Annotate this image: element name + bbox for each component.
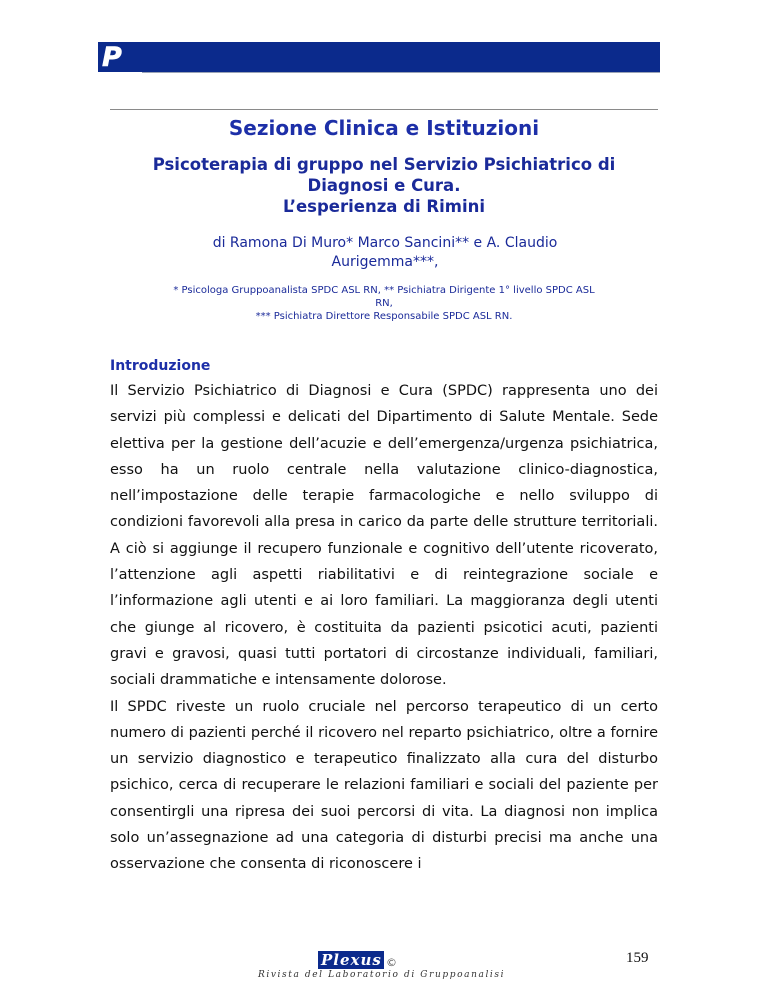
article-title-line: Diagnosi e Cura. [307,176,461,195]
paragraph: Il SPDC riveste un ruolo cruciale nel percorso terapeutico di un certo numero di pazienti perché il ricovero nel reparto psichiatrico, oltre a fornire un servizio diagnostico e terapeutico finalizzato alla cura del disturbo psichico, cerca di recuperare le relazioni familiari e sociali del paziente per consentirgli una ripresa dei suoi percorsi di vita. La diagnosi non implica solo un’assegnazione ad una categoria di disturbi precisi ma anche una osservazione che consenta di riconoscere i [110,698,658,873]
header-underline [142,72,660,73]
header-bar [98,42,660,72]
article-title-line: Psicoterapia di gruppo nel Servizio Psichiatrico di [152,155,616,174]
affiliation-line: * Psicologa Gruppoanalista SPDC ASL RN, ** Psichiatra Dirigente 1° livello SPDC ASL [173,285,595,296]
authors-line: di Ramona Di Muro* Marco Sancini** e A. Claudio [212,235,558,251]
copyright-mark: © [386,956,397,969]
logo-letter: P [102,42,122,72]
article-title-line: L’esperienza di Rimini [282,197,486,216]
article-title [110,154,658,217]
body-text [110,378,658,878]
plexus-logo-text: Plexus [321,951,382,969]
authors [170,234,600,272]
journal-subtitle: Rivista del Laboratorio di Gruppoanalisi [258,970,506,980]
journal-p-logo [98,40,144,72]
affiliation-line: RN, [375,298,393,309]
intro-heading: Introduzione [110,358,211,374]
affiliation-line: *** Psichiatra Direttore Responsabile SPDC ASL RN. [255,311,513,322]
plexus-logo [312,950,422,970]
page-number: 159 [626,950,649,966]
affiliations [140,284,628,323]
section-title: Sezione Clinica e Istituzioni [228,116,540,140]
section-divider [110,109,658,110]
authors-line: Aurigemma***, [331,254,439,270]
paragraph: Il Servizio Psichiatrico di Diagnosi e Cura (SPDC) rappresenta uno dei servizi più complessi e delicati del Dipartimento di Salute Mentale. Sede elettiva per la gestione dell’acuzie e dell’emergenza/urgenza psichiatrica, esso ha un ruolo centrale nella valutazione clinico-diagnostica, nell’impostazione delle terapie farmacologiche e nello sviluppo di condizioni favorevoli alla presa in carico da parte delle strutture territoriali. A ciò si aggiunge il recupero funzionale e cognitivo dell’utente ricoverato, l’attenzione agli aspetti riabilitativi e di reintegrazione sociale e l’informazione agli utenti e ai loro familiari. La maggioranza degli utenti che giunge al ricovero, è costituita da pazienti psicotici acuti, pazienti gravi e gravosi, quasi tutti portatori di circostanze individuali, familiari, sociali drammatiche e intensamente dolorose. [110,383,658,689]
